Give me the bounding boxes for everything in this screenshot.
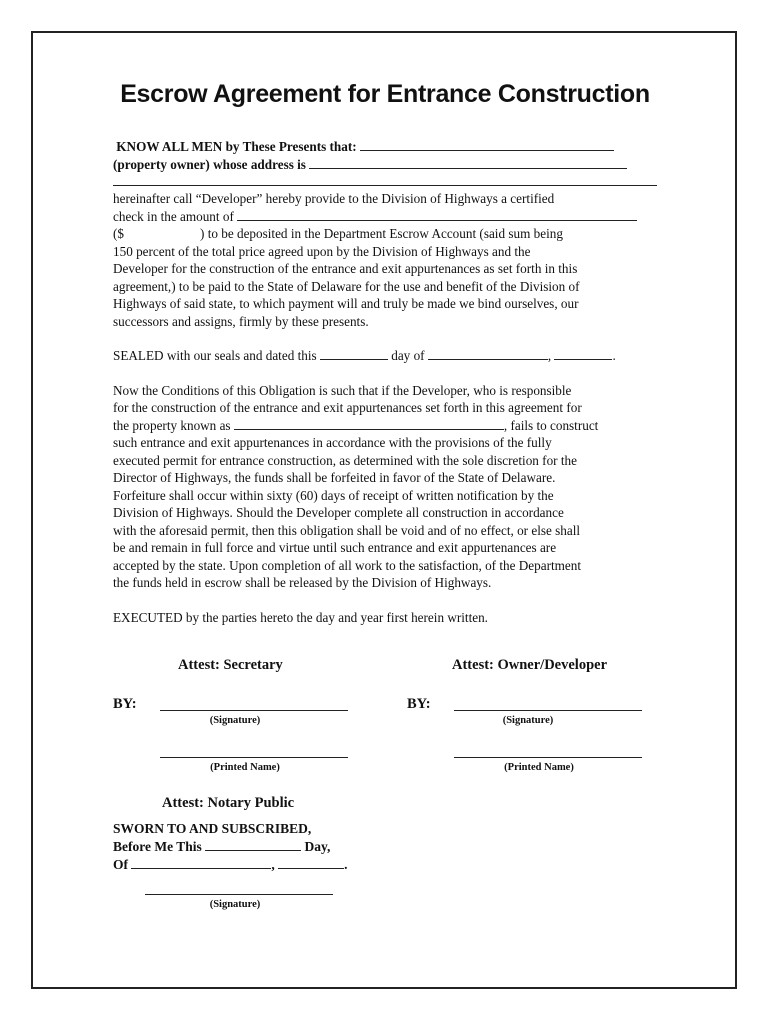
agreement-body <box>113 138 657 626</box>
executed-line: EXECUTED by the parties hereto the day and year first herein written. <box>113 609 488 625</box>
p1-line-e: Developer for the construction of the entrance and exit appurtenances as set forth in this <box>113 261 578 276</box>
attest-secretary-heading: Attest: Secretary <box>178 657 283 673</box>
p1-line-c: ($ ) to be deposited in the Department Escrow Account (said sum being <box>113 226 563 241</box>
owner-address-field[interactable] <box>309 156 627 169</box>
conditions-line: with the aforesaid permit, then this obligation shall be void and of no effect, or else shall <box>113 522 581 538</box>
address-continuation-field[interactable] <box>113 173 657 186</box>
conditions-line: Forfeiture shall occur within sixty (60) days of receipt of written notification by the <box>113 487 554 503</box>
conditions-line: Director of Highways, the funds shall be forfeited in favor of the State of Delaware. <box>113 470 556 485</box>
notary-signature-caption: (Signature) <box>209 899 261 910</box>
sealed-month-field[interactable] <box>428 347 548 360</box>
document-title: Escrow Agreement for Entrance Construction <box>120 80 650 108</box>
by-label-left: BY: <box>113 696 137 712</box>
notary-block <box>113 820 348 874</box>
secretary-printed-name-caption: (Printed Name) <box>210 762 280 773</box>
secretary-signature-line[interactable] <box>160 698 348 711</box>
notary-line-1: SWORN TO AND SUBSCRIBED, <box>113 821 312 836</box>
owner-printed-name-line[interactable] <box>454 745 642 758</box>
intro-line-1: KNOW ALL MEN by These Presents that: <box>113 138 657 156</box>
conditions-line: the funds held in escrow shall be released by the Division of Highways. <box>113 575 492 590</box>
p1-line-f: agreement,) to be paid to the State of Delaware for the use and benefit of the Division of <box>113 278 580 294</box>
conditions-line: the property known as , fails to construct <box>113 417 599 433</box>
conditions-paragraph <box>113 382 657 592</box>
intro-line-2: (property owner) whose address is <box>113 156 657 174</box>
attest-owner-heading: Attest: Owner/Developer <box>452 657 608 673</box>
conditions-line: Division of Highways. Should the Developer complete all construction in accordance <box>113 505 564 520</box>
conditions-line: accepted by the state. Upon completion of all work to the satisfaction, of the Department <box>113 557 582 573</box>
sealed-year-field[interactable] <box>554 347 612 360</box>
secretary-printed-name-line[interactable] <box>160 745 348 758</box>
p1-line-a: hereinafter call “Developer” hereby provide to the Division of Highways a certified <box>113 191 555 206</box>
notary-month-field[interactable] <box>131 856 271 869</box>
owner-signature-caption: (Signature) <box>502 715 554 726</box>
conditions-line: for the construction of the entrance and exit appurtenances set forth in this agreement for <box>113 400 582 415</box>
conditions-line: executed permit for entrance construction, as determined with the sole discretion for the <box>113 452 577 468</box>
conditions-line: such entrance and exit appurtenances in accordance with the provisions of the fully <box>113 435 552 450</box>
owner-name-field[interactable] <box>360 138 614 151</box>
notary-line-3: Of , . <box>113 857 348 872</box>
p1-line-g: Highways of said state, to which payment will and truly be made we bind ourselves, our <box>113 296 579 311</box>
notary-signature-line[interactable] <box>145 882 333 895</box>
sealed-line: SEALED with our seals and dated this day of , . <box>113 348 616 363</box>
property-known-as-field[interactable] <box>234 417 504 430</box>
conditions-line: Now the Conditions of this Obligation is such that if the Developer, who is responsible <box>113 382 572 398</box>
attest-notary-heading: Attest: Notary Public <box>162 795 295 811</box>
amount-words-field[interactable] <box>237 208 637 221</box>
by-label-right: BY: <box>407 696 431 712</box>
owner-signature-line[interactable] <box>454 698 642 711</box>
blank-line <box>113 173 657 190</box>
p1-line-d: 150 percent of the total price agreed upon by the Division of Highways and the <box>113 243 531 259</box>
owner-printed-name-caption: (Printed Name) <box>504 762 574 773</box>
sealed-day-field[interactable] <box>320 347 388 360</box>
notary-line-2: Before Me This Day, <box>113 839 331 854</box>
p1-line-b: check in the amount of <box>113 208 657 226</box>
secretary-signature-caption: (Signature) <box>209 715 261 726</box>
notary-day-field[interactable] <box>205 838 301 851</box>
p1-line-h: successors and assigns, firmly by these presents. <box>113 313 369 329</box>
conditions-line: be and remain in full force and virtue until such entrance and exit appurtenances are <box>113 540 557 555</box>
notary-year-field[interactable] <box>278 856 344 869</box>
